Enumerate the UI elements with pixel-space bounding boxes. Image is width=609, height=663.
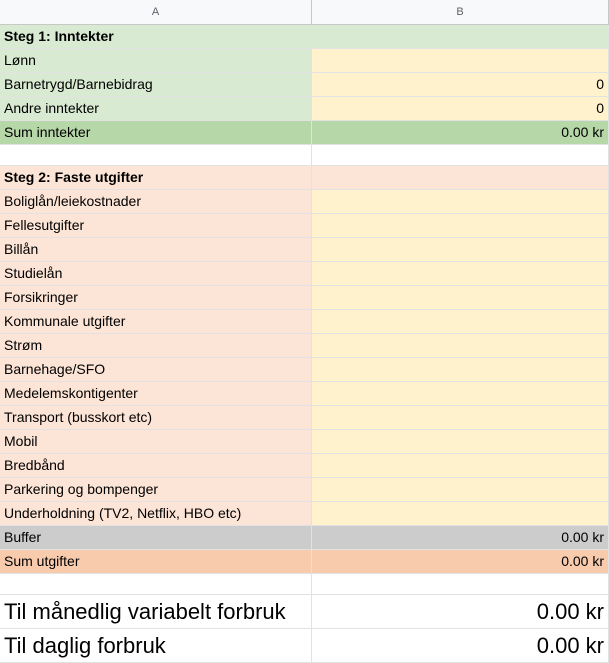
expense-value-cell[interactable] bbox=[312, 262, 609, 285]
expense-row bbox=[0, 310, 609, 334]
expense-value-cell[interactable] bbox=[312, 310, 609, 333]
monthly-value-cell[interactable]: 0.00 kr bbox=[312, 595, 609, 628]
income-label-cell[interactable]: Andre inntekter bbox=[0, 97, 312, 120]
expense-sum-row bbox=[0, 550, 609, 574]
expense-value-cell[interactable] bbox=[312, 334, 609, 357]
buffer-label-cell[interactable]: Buffer bbox=[0, 526, 312, 549]
expense-value-cell[interactable] bbox=[312, 406, 609, 429]
expense-row bbox=[0, 430, 609, 454]
income-row bbox=[0, 73, 609, 97]
monthly-label-cell[interactable]: Til månedlig variabelt forbruk bbox=[0, 595, 312, 628]
expense-value-cell[interactable] bbox=[312, 238, 609, 261]
income-value-cell[interactable]: 0 bbox=[312, 97, 609, 120]
expense-label-cell[interactable]: Forsikringer bbox=[0, 286, 312, 309]
expense-row bbox=[0, 358, 609, 382]
buffer-value-cell[interactable]: 0.00 kr bbox=[312, 526, 609, 549]
expense-label-cell[interactable]: Transport (busskort etc) bbox=[0, 406, 312, 429]
expense-value-cell[interactable] bbox=[312, 190, 609, 213]
daily-label-cell[interactable]: Til daglig forbruk bbox=[0, 629, 312, 662]
expense-row bbox=[0, 262, 609, 286]
expense-sum-value-cell[interactable]: 0.00 kr bbox=[312, 550, 609, 573]
column-header-a[interactable]: A bbox=[0, 0, 312, 24]
column-header-row bbox=[0, 0, 609, 25]
expense-label-cell[interactable]: Fellesutgifter bbox=[0, 214, 312, 237]
expense-label-cell[interactable]: Studielån bbox=[0, 262, 312, 285]
income-sum-value-cell[interactable]: 0.00 kr bbox=[312, 121, 609, 144]
income-header-value-cell[interactable] bbox=[312, 25, 609, 48]
empty-cell[interactable] bbox=[312, 145, 609, 165]
empty-row bbox=[0, 574, 609, 595]
expense-value-cell[interactable] bbox=[312, 382, 609, 405]
expense-value-cell[interactable] bbox=[312, 430, 609, 453]
column-header-b[interactable]: B bbox=[312, 0, 609, 24]
empty-row bbox=[0, 145, 609, 166]
expense-label-cell[interactable]: Medelemskontigenter bbox=[0, 382, 312, 405]
expense-label-cell[interactable]: Bredbånd bbox=[0, 454, 312, 477]
expense-sum-label-cell[interactable]: Sum utgifter bbox=[0, 550, 312, 573]
expense-value-cell[interactable] bbox=[312, 478, 609, 501]
monthly-summary-row bbox=[0, 595, 609, 629]
income-sum-row bbox=[0, 121, 609, 145]
expense-value-cell[interactable] bbox=[312, 454, 609, 477]
expense-label-cell[interactable]: Kommunale utgifter bbox=[0, 310, 312, 333]
expense-header-value-cell[interactable] bbox=[312, 166, 609, 189]
empty-cell[interactable] bbox=[312, 574, 609, 594]
expense-value-cell[interactable] bbox=[312, 214, 609, 237]
expense-row bbox=[0, 454, 609, 478]
income-value-cell[interactable]: 0 bbox=[312, 73, 609, 96]
empty-cell[interactable] bbox=[0, 574, 312, 594]
expense-row bbox=[0, 214, 609, 238]
income-label-cell[interactable]: Barnetrygd/Barnebidrag bbox=[0, 73, 312, 96]
daily-summary-row bbox=[0, 629, 609, 663]
empty-cell[interactable] bbox=[0, 145, 312, 165]
income-value-cell[interactable] bbox=[312, 49, 609, 72]
expense-value-cell[interactable] bbox=[312, 502, 609, 525]
expense-row bbox=[0, 286, 609, 310]
expense-row bbox=[0, 478, 609, 502]
expense-header-cell[interactable]: Steg 2: Faste utgifter bbox=[0, 166, 312, 189]
income-row bbox=[0, 97, 609, 121]
buffer-row bbox=[0, 526, 609, 550]
expense-label-cell[interactable]: Mobil bbox=[0, 430, 312, 453]
expense-label-cell[interactable]: Barnehage/SFO bbox=[0, 358, 312, 381]
expense-value-cell[interactable] bbox=[312, 286, 609, 309]
expense-row bbox=[0, 238, 609, 262]
daily-value-cell[interactable]: 0.00 kr bbox=[312, 629, 609, 662]
income-sum-label-cell[interactable]: Sum inntekter bbox=[0, 121, 312, 144]
expense-label-cell[interactable]: Parkering og bompenger bbox=[0, 478, 312, 501]
expense-value-cell[interactable] bbox=[312, 358, 609, 381]
income-label-cell[interactable]: Lønn bbox=[0, 49, 312, 72]
expense-row bbox=[0, 406, 609, 430]
expense-row bbox=[0, 502, 609, 526]
expense-row bbox=[0, 190, 609, 214]
expense-label-cell[interactable]: Boliglån/leiekostnader bbox=[0, 190, 312, 213]
expense-label-cell[interactable]: Underholdning (TV2, Netflix, HBO etc) bbox=[0, 502, 312, 525]
income-header-row bbox=[0, 25, 609, 49]
expense-header-row bbox=[0, 166, 609, 190]
expense-row bbox=[0, 382, 609, 406]
expense-row bbox=[0, 334, 609, 358]
income-row bbox=[0, 49, 609, 73]
expense-label-cell[interactable]: Billån bbox=[0, 238, 312, 261]
income-header-cell[interactable]: Steg 1: Inntekter bbox=[0, 25, 312, 48]
expense-label-cell[interactable]: Strøm bbox=[0, 334, 312, 357]
